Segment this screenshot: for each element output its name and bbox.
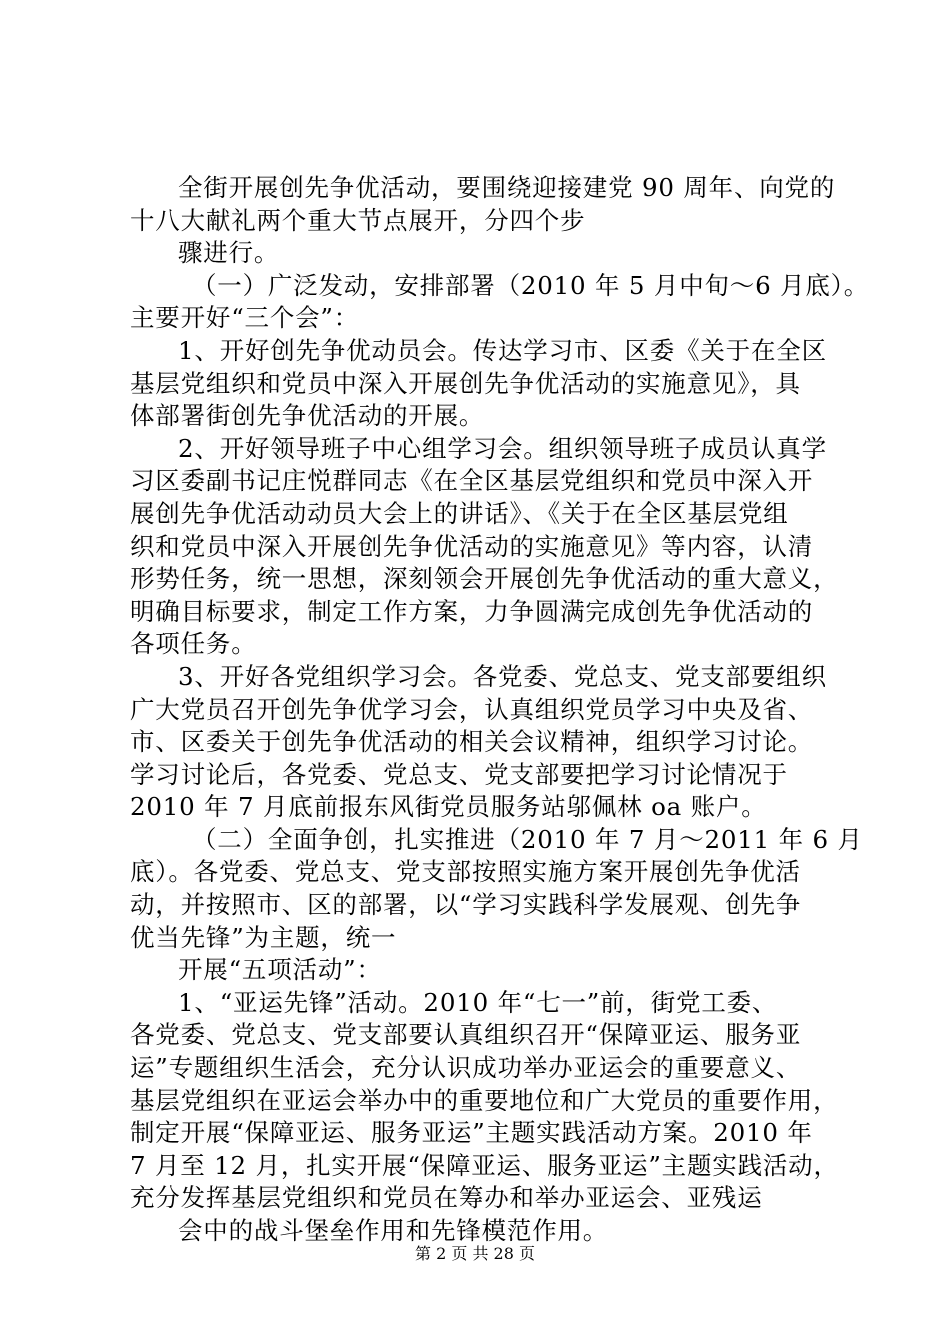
text-line: 基层党组织在亚运会举办中的重要地位和广大党员的重要作用， <box>130 1085 839 1115</box>
document-body <box>130 172 870 1248</box>
text-line: 基层党组织和党员中深入开展创先争优活动的实施意见》，具 <box>130 368 801 398</box>
text-line: 开展“五项活动”： <box>178 955 382 985</box>
text-line: 1、“亚运先锋”活动。2010 年“七一”前，街党工委、 <box>178 987 778 1017</box>
text-line: 动，并按照市、区的部署，以“学习实践科学发展观、创先争 <box>130 890 802 920</box>
text-line: 明确目标要求，制定工作方案，力争圆满完成创先争优活动的 <box>130 596 814 626</box>
page-number: 第 2 页 共 28 页 <box>415 1244 535 1263</box>
text-line: 织和党员中深入开展创先争优活动的实施意见》等内容，认清 <box>130 531 814 561</box>
text-line: 制定开展“保障亚运、服务亚运”主题实践活动方案。2010 年 <box>130 1118 813 1148</box>
text-line: 学习讨论后，各党委、党总支、党支部要把学习讨论情况于 <box>130 759 788 789</box>
text-line: 底）。各党委、党总支、党支部按照实施方案开展创先争优活 <box>130 857 801 887</box>
text-line: 2010 年 7 月底前报东风街党员服务站邬佩林 oa 账户。 <box>130 792 767 822</box>
text-line: 全街开展创先争优活动，要围绕迎接建党 90 周年、向党的 <box>178 173 836 202</box>
text-line: 2、开好领导班子中心组学习会。组织领导班子成员认真学 <box>178 433 827 463</box>
text-line: 1、开好创先争优动员会。传达学习市、区委《关于在全区 <box>178 335 827 365</box>
text-line: 各项任务。 <box>130 629 257 659</box>
text-line: 7 月至 12 月，扎实开展“保障亚运、服务亚运”主题实践活动， <box>130 1150 839 1180</box>
text-line: 会中的战斗堡垒作用和先锋模范作用。 <box>178 1216 609 1245</box>
text-line: 主要开好“三个会”： <box>130 303 360 333</box>
text-line: 广大党员召开创先争优学习会，认真组织党员学习中央及省、 <box>130 694 814 724</box>
text-line: 习区委副书记庄悦群同志《在全区基层党组织和党员中深入开 <box>130 466 814 496</box>
text-line: 运”专题组织生活会，充分认识成功举办亚运会的重要意义、 <box>130 1053 802 1083</box>
text-line: 展创先争优活动动员大会上的讲话》、《关于在全区基层党组 <box>130 498 789 528</box>
section-heading: （二）全面争创，扎实推进（2010 年 7 月～2011 年 6 月 <box>192 824 863 854</box>
text-line: 优当先锋”为主题，统一 <box>130 922 397 952</box>
text-line: 形势任务，统一思想，深刻领会开展创先争优活动的重大意义， <box>130 564 839 594</box>
text-line: 充分发挥基层党组织和党员在筹办和举办亚运会、亚残运 <box>130 1183 763 1213</box>
text-line: 市、区委关于创先争优活动的相关会议精神，组织学习讨论。 <box>130 727 814 757</box>
text-line: 各党委、党总支、党支部要认真组织召开“保障亚运、服务亚 <box>130 1020 802 1050</box>
text-line: 十八大献礼两个重大节点展开，分四个步 <box>130 205 586 235</box>
text-line: 体部署街创先争优活动的开展。 <box>130 401 485 431</box>
text-line: 骤进行。 <box>178 238 280 268</box>
text-line: 3、开好各党组织学习会。各党委、党总支、党支部要组织 <box>178 661 827 691</box>
section-heading: （一）广泛发动，安排部署（2010 年 5 月中旬～6 月底）。 <box>192 270 870 300</box>
